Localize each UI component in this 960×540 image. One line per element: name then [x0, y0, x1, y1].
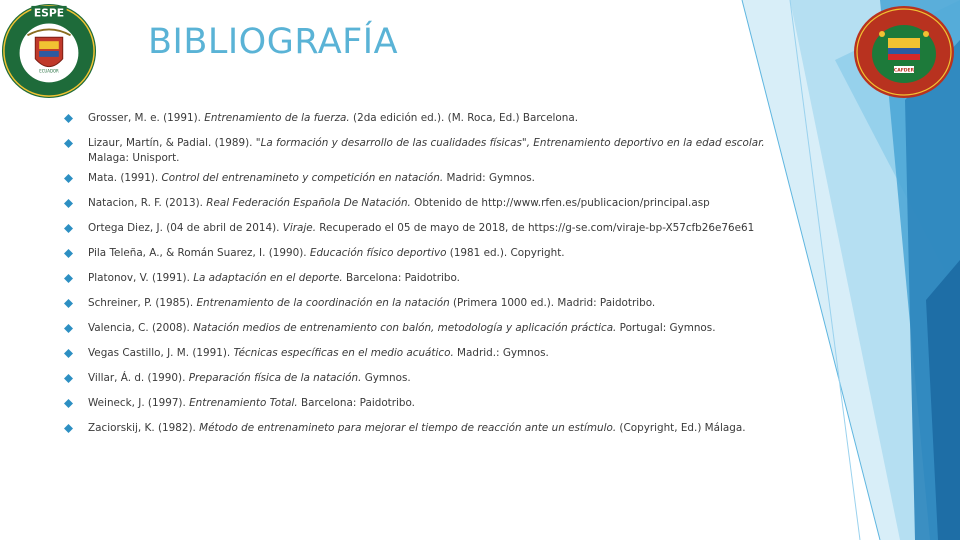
- reference-author: Ortega Diez, J. (04 de abril de 2014).: [88, 222, 283, 234]
- diamond-bullet-icon: [64, 374, 73, 383]
- reference-details: Portugal: Gymnos.: [616, 322, 716, 334]
- reference-title: La formación y desarrollo de las cualidades físicas", Entrenamiento deportivo en la edad escolar.: [260, 137, 765, 149]
- reference-text: [88, 246, 804, 261]
- reference-text: [88, 271, 804, 286]
- diamond-bullet-icon: [64, 199, 73, 208]
- reference-details: Gymnos.: [361, 372, 411, 384]
- reference-item: [64, 171, 804, 186]
- reference-text: [88, 421, 804, 436]
- reference-item: [64, 196, 804, 211]
- reference-title: Control del entrenamineto y competición en natación.: [161, 172, 444, 184]
- reference-item: [64, 246, 804, 261]
- reference-details: Obtenido de http://www.rfen.es/publicacion/principal.asp: [410, 197, 710, 209]
- diamond-bullet-icon: [64, 114, 73, 123]
- reference-item: [64, 371, 804, 386]
- reference-author: Villar, Á. d. (1990).: [88, 372, 189, 384]
- reference-text: [88, 296, 804, 311]
- reference-author: Platonov, V. (1991).: [88, 272, 194, 284]
- reference-title: Educación físico deportivo: [309, 247, 447, 259]
- reference-item: [64, 396, 804, 411]
- page-title: BIBLIOGRAFÍA: [148, 22, 399, 62]
- espe-logo: [0, 2, 98, 100]
- reference-details: (1981 ed.). Copyright.: [446, 247, 565, 259]
- reference-text: [88, 221, 804, 236]
- reference-title: Método de entrenamineto para mejorar el tiempo de reacción ante un estímulo.: [199, 422, 617, 434]
- diamond-bullet-icon: [64, 274, 73, 283]
- diamond-bullet-icon: [64, 174, 73, 183]
- reference-item: [64, 271, 804, 286]
- reference-text: [88, 346, 804, 361]
- reference-item: [64, 111, 804, 126]
- reference-text: [88, 396, 804, 411]
- reference-item: [64, 296, 804, 311]
- diamond-bullet-icon: [64, 424, 73, 433]
- reference-author: Zaciorskij, K. (1982).: [88, 422, 200, 434]
- reference-item: [64, 221, 804, 236]
- reference-details: Malaga: Unisport.: [88, 152, 180, 164]
- reference-author: Weineck, J. (1997).: [88, 397, 190, 409]
- reference-author: Vegas Castillo, J. M. (1991).: [88, 347, 234, 359]
- reference-title: Técnicas específicas en el medio acuático.: [233, 347, 454, 359]
- reference-title: Real Federación Española De Natación.: [206, 197, 411, 209]
- reference-text: [88, 196, 804, 211]
- diamond-bullet-icon: [64, 299, 73, 308]
- carrera-logo: [852, 4, 956, 100]
- reference-author: Valencia, C. (2008).: [88, 322, 194, 334]
- reference-author: Schreiner, P. (1985).: [88, 297, 197, 309]
- reference-title: Entrenamiento Total.: [189, 397, 298, 409]
- diamond-bullet-icon: [64, 324, 73, 333]
- reference-title: La adaptación en el deporte.: [193, 272, 343, 284]
- reference-author: Grosser, M. e. (1991).: [88, 112, 205, 124]
- reference-details: Madrid: Gymnos.: [443, 172, 535, 184]
- reference-title: Entrenamiento de la fuerza.: [204, 112, 350, 124]
- reference-item: [64, 421, 804, 436]
- diamond-bullet-icon: [64, 249, 73, 258]
- diamond-bullet-icon: [64, 224, 73, 233]
- reference-details: Madrid.: Gymnos.: [453, 347, 549, 359]
- reference-text: [88, 111, 804, 126]
- reference-details: (2da edición ed.). (M. Roca, Ed.) Barcelona.: [349, 112, 579, 124]
- diamond-bullet-icon: [64, 399, 73, 408]
- reference-author: Lizaur, Martín, & Padial. (1989). ": [88, 137, 261, 149]
- diamond-bullet-icon: [64, 139, 73, 148]
- svg-text:ESPE: ESPE: [33, 6, 65, 20]
- reference-details: Barcelona: Paidotribo.: [342, 272, 460, 284]
- reference-author: Pila Teleña, A., & Román Suarez, I. (1990).: [88, 247, 310, 259]
- reference-author: Mata. (1991).: [88, 172, 162, 184]
- reference-item: [64, 321, 804, 336]
- reference-text: [88, 371, 804, 386]
- reference-item: [64, 346, 804, 361]
- reference-text: [88, 171, 804, 186]
- reference-text: [88, 321, 804, 336]
- reference-details: Recuperado el 05 de mayo de 2018, de https://g-se.com/viraje-bp-X57cfb26e76e61: [316, 222, 755, 234]
- reference-title: Entrenamiento de la coordinación en la natación: [196, 297, 450, 309]
- reference-details: (Copyright, Ed.) Málaga.: [616, 422, 746, 434]
- svg-text:ECUADOR: ECUADOR: [39, 68, 59, 74]
- reference-details: (Primera 1000 ed.). Madrid: Paidotribo.: [449, 297, 656, 309]
- reference-details: Barcelona: Paidotribo.: [297, 397, 415, 409]
- reference-author: Natacion, R. F. (2013).: [88, 197, 207, 209]
- svg-text:CAFDER: CAFDER: [893, 68, 915, 74]
- diamond-bullet-icon: [64, 349, 73, 358]
- reference-title: Preparación física de la natación.: [188, 372, 362, 384]
- reference-item: [64, 136, 804, 166]
- reference-text: [88, 136, 804, 166]
- reference-title: Natación medios de entrenamiento con balón, metodología y aplicación práctica.: [193, 322, 617, 334]
- reference-title: Viraje.: [282, 222, 316, 234]
